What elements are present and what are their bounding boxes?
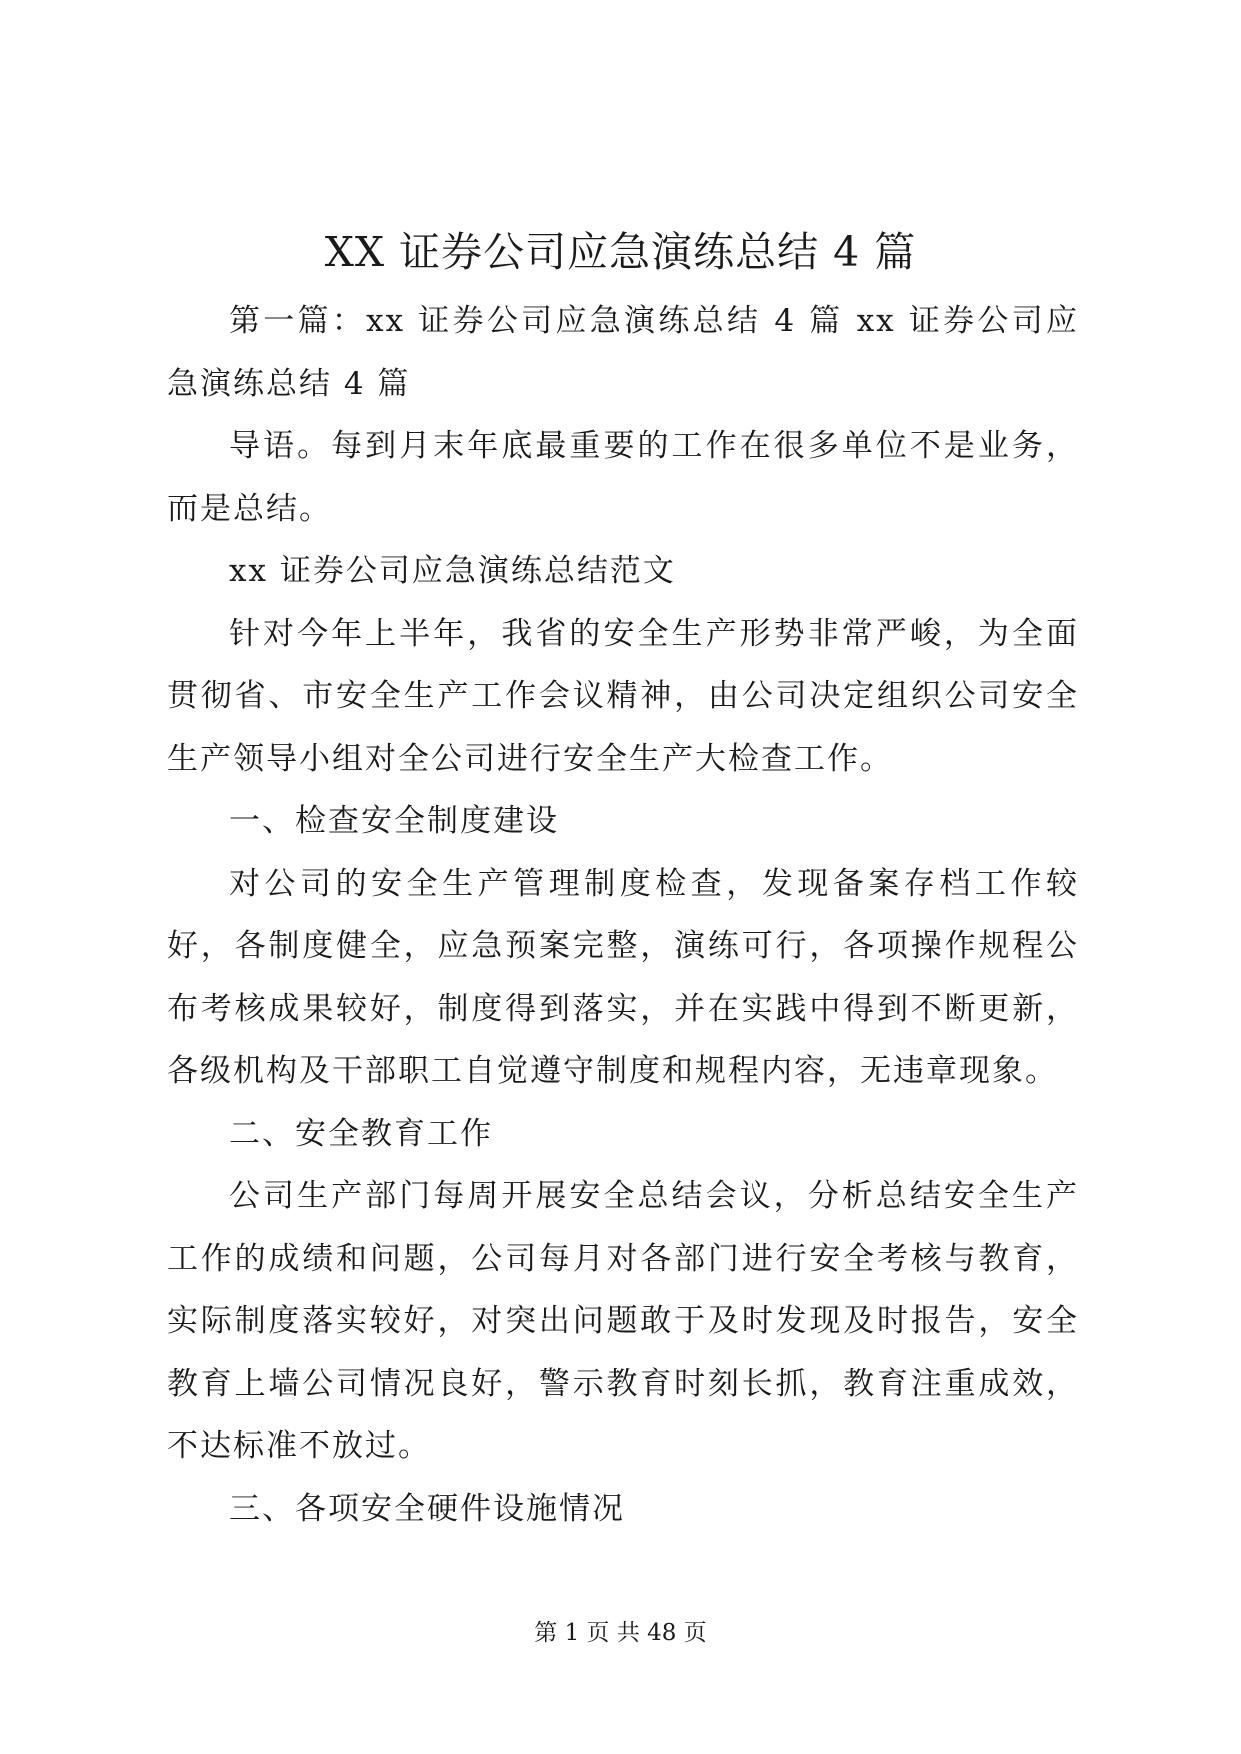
section-heading: 二、安全教育工作 (229, 1115, 493, 1152)
page-number-footer: 第 1 页 共 48 页 (534, 1620, 707, 1646)
document-body (167, 290, 1079, 1540)
paragraph: 对公司的安全生产管理制度检查，发现备案存档工作较好，各制度健全，应急预案完整，演练可行，各项操作规程公布考核成果较好，制度得到落实，并在实践中得到不断更新，各级机构及干部职工自觉遵守制度和规程内容，无违章现象。 (167, 865, 1079, 1089)
document-title: XX 证券公司应急演练总结 4 篇 (324, 228, 917, 276)
section-heading: 三、各项安全硬件设施情况 (229, 1490, 625, 1527)
paragraph: 导语。每到月末年底最重要的工作在很多单位不是业务，而是总结。 (167, 428, 1079, 527)
paragraph: xx 证券公司应急演练总结范文 (229, 553, 676, 589)
paragraph: 针对今年上半年，我省的安全生产形势非常严峻，为全面贯彻省、市安全生产工作会议精神，由公司决定组织公司安全生产领导小组对全公司进行安全生产大检查工作。 (167, 615, 1079, 777)
paragraph: 第一篇：xx 证券公司应急演练总结 4 篇 xx 证券公司应急演练总结 4 篇 (167, 303, 1079, 402)
section-heading: 一、检查安全制度建设 (229, 803, 559, 839)
paragraph: 公司生产部门每周开展安全总结会议，分析总结安全生产工作的成绩和问题，公司每月对各部门进行安全考核与教育，实际制度落实较好，对突出问题敢于及时发现及时报告，安全教育上墙公司情况良好，警示教育时刻长抓，教育注重成效，不达标准不放过。 (167, 1178, 1079, 1464)
